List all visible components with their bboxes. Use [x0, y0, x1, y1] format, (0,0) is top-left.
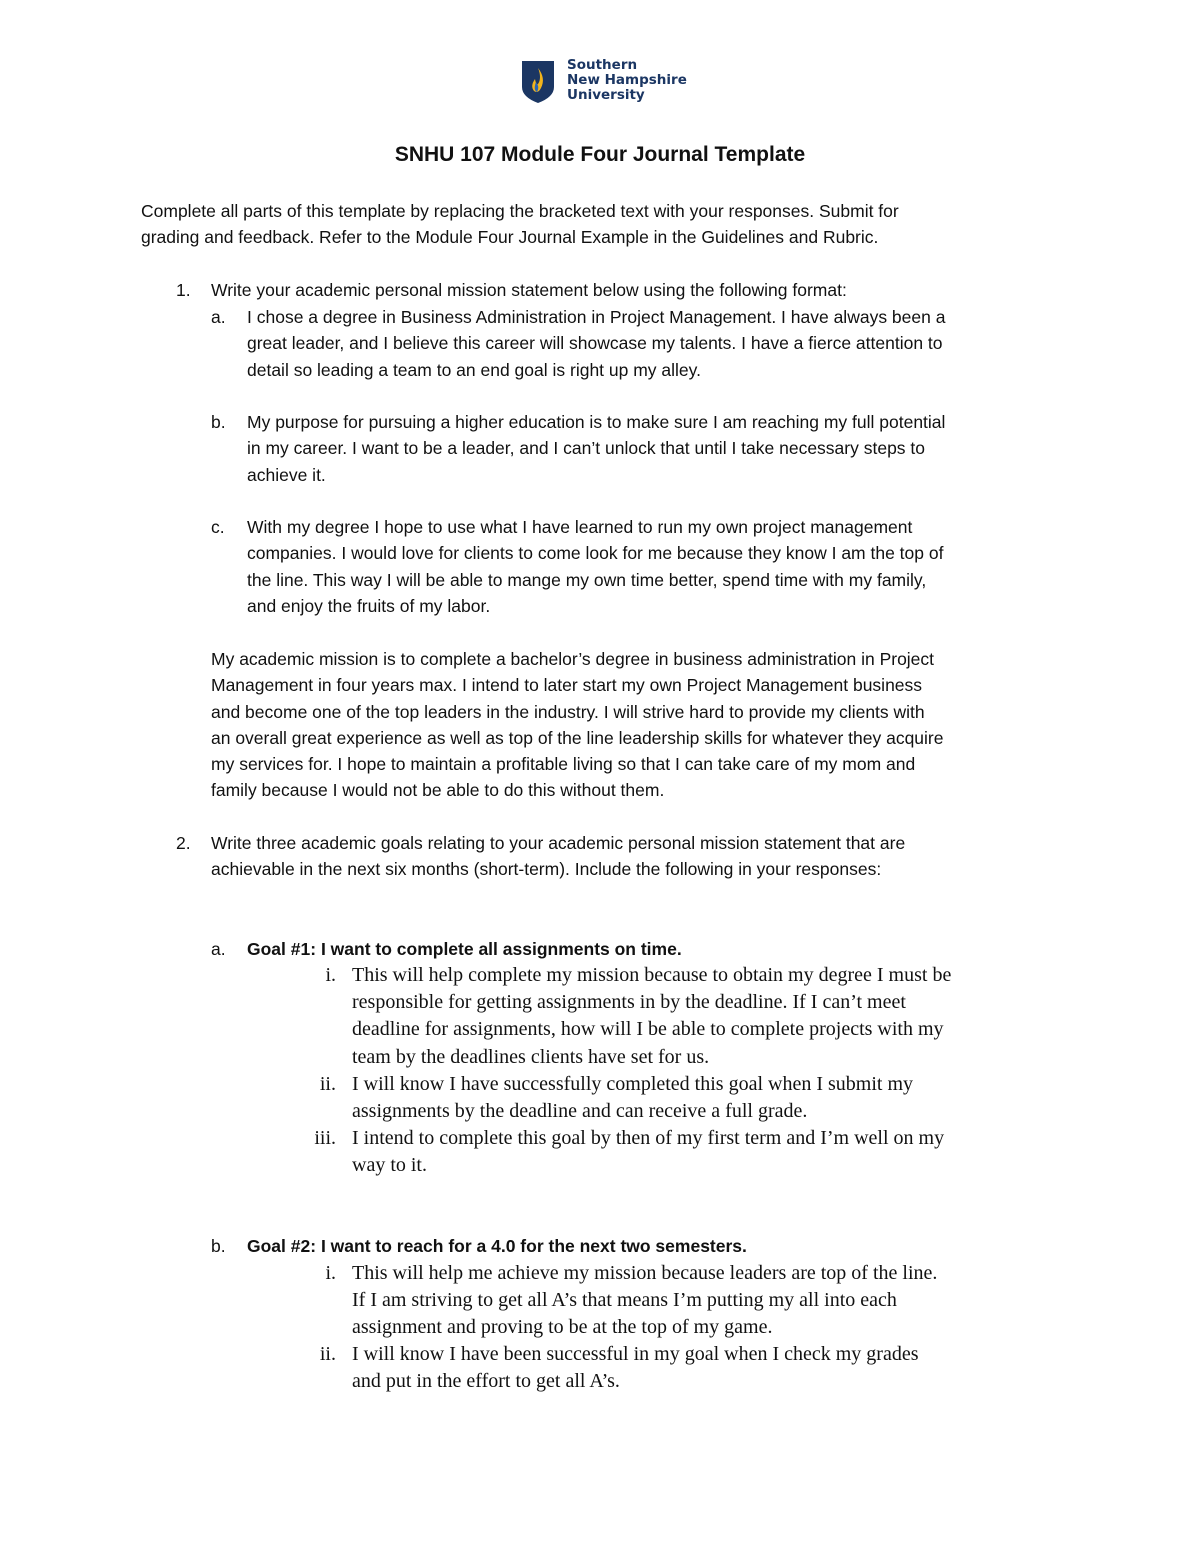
goal-1-i-numeral: i.: [325, 964, 336, 986]
text-line: deadline for assignments, how will I be able to complete projects with my: [352, 1018, 944, 1041]
item-1a-letter: a.: [211, 307, 226, 327]
goal-1-ii-numeral: ii.: [319, 1073, 336, 1095]
goal-1-iii-text: [352, 1125, 944, 1179]
text-line: achieve it.: [247, 464, 326, 485]
text-line: assignments by the deadline and can receive a full grade.: [352, 1100, 808, 1123]
text-line: I chose a degree in Business Administration in Project Management. I have always been a: [247, 307, 946, 327]
goal-2-heading: [247, 1233, 747, 1259]
question-2-number: 2.: [176, 833, 191, 853]
text-line: way to it.: [352, 1154, 427, 1177]
text-line: Management in four years max. I intend to later start my own Project Management business: [211, 675, 923, 696]
goal-1-iii-numeral: iii.: [314, 1127, 336, 1149]
text-line: With my degree I hope to use what I have learned to run my own project management: [247, 517, 913, 537]
item-1a-text: [247, 304, 945, 383]
intro-paragraph: [141, 198, 899, 251]
text-line: the line. This way I will be able to mange my own time better, spend time with my family,: [247, 569, 927, 590]
goal-2-i-text: [352, 1260, 937, 1342]
item-1c-letter: c.: [211, 517, 225, 537]
text-line: I will know I have successfully completed this goal when I submit my: [352, 1073, 914, 1095]
text-line: detail so leading a team to an end goal is right up my alley.: [247, 359, 701, 380]
logo-line-3: University: [567, 87, 645, 103]
text-line: family because I would not be able to do this without them.: [211, 780, 665, 801]
goal-2-label: Goal #2:: [247, 1236, 317, 1256]
goal-1-heading: [247, 936, 682, 962]
text-line: My academic mission is to complete a bachelor’s degree in business administration in Project: [211, 649, 935, 669]
text-line: I will know I have been successful in my goal when I check my grades: [352, 1343, 919, 1365]
item-1b-letter: b.: [211, 412, 226, 432]
text-line: assignment and proving to be at the top of my game.: [352, 1316, 773, 1339]
goal-2-ii-numeral: ii.: [319, 1343, 336, 1365]
text-line: and enjoy the fruits of my labor.: [247, 595, 491, 616]
text-line: companies. I would love for clients to come look for me because they know I am the top of: [247, 543, 944, 564]
goal-1-letter: a.: [211, 939, 226, 959]
text-line: achievable in the next six months (short-term). Include the following in your responses:: [211, 859, 882, 880]
intro-line: grading and feedback. Refer to the Module Four Journal Example in the Guidelines and Rubric.: [141, 227, 879, 248]
flame-shield-icon: [521, 60, 555, 104]
goal-1-text: I want to complete all assignments on time.: [320, 939, 682, 959]
text-line: This will help me achieve my mission because leaders are top of the line.: [352, 1262, 938, 1284]
university-logo: [521, 58, 701, 108]
goal-2-ii-text: [352, 1341, 919, 1395]
text-line: If I am striving to get all A’s that means I’m putting my all into each: [352, 1289, 897, 1312]
text-line: responsible for getting assignments in by the deadline. If I can’t meet: [352, 991, 906, 1014]
logo-wordmark: [567, 58, 687, 103]
text-line: Write three academic goals relating to your academic personal mission statement that are: [211, 833, 906, 853]
logo-line-2: New Hampshire: [567, 72, 687, 88]
goal-2-i-numeral: i.: [325, 1262, 336, 1284]
text-line: My purpose for pursuing a higher education is to make sure I am reaching my full potential: [247, 412, 946, 432]
text-line: I intend to complete this goal by then of my first term and I’m well on my: [352, 1127, 945, 1149]
text-line: great leader, and I believe this career will showcase my talents. I have a fierce attention to: [247, 333, 943, 354]
text-line: my services for. I hope to maintain a profitable living so that I can take care of my mom and: [211, 754, 916, 775]
goal-2-letter: b.: [211, 1236, 226, 1256]
text-line: team by the deadlines clients have set for us.: [352, 1045, 710, 1068]
goal-1-ii-text: [352, 1071, 913, 1125]
text-line: and put in the effort to get all A’s.: [352, 1370, 620, 1393]
mission-statement: [211, 646, 943, 804]
page-title: SNHU 107 Module Four Journal Template: [394, 143, 806, 166]
item-1c-text: [247, 514, 943, 619]
goal-2-text: I want to reach for a 4.0 for the next two semesters.: [320, 1236, 747, 1256]
goal-1-i-text: [352, 962, 951, 1071]
text-line: in my career. I want to be a leader, and I can’t unlock that until I take necessary steps to: [247, 438, 926, 459]
text-line: an overall great experience as well as top of the line leadership skills for whatever they acquire: [211, 727, 944, 748]
text-line: and become one of the top leaders in the industry. I will strive hard to provide my clients with: [211, 701, 925, 722]
logo-line-1: Southern: [567, 57, 638, 73]
item-1b-text: [247, 409, 945, 488]
intro-line: Complete all parts of this template by replacing the bracketed text with your responses. Submit for: [141, 201, 899, 221]
question-2-prompt: [211, 830, 905, 883]
text-line: This will help complete my mission because to obtain my degree I must be: [352, 964, 952, 986]
question-1-prompt: Write your academic personal mission statement below using the following format:: [211, 280, 847, 300]
question-1-number: 1.: [176, 280, 191, 300]
goal-1-label: Goal #1:: [247, 939, 317, 959]
